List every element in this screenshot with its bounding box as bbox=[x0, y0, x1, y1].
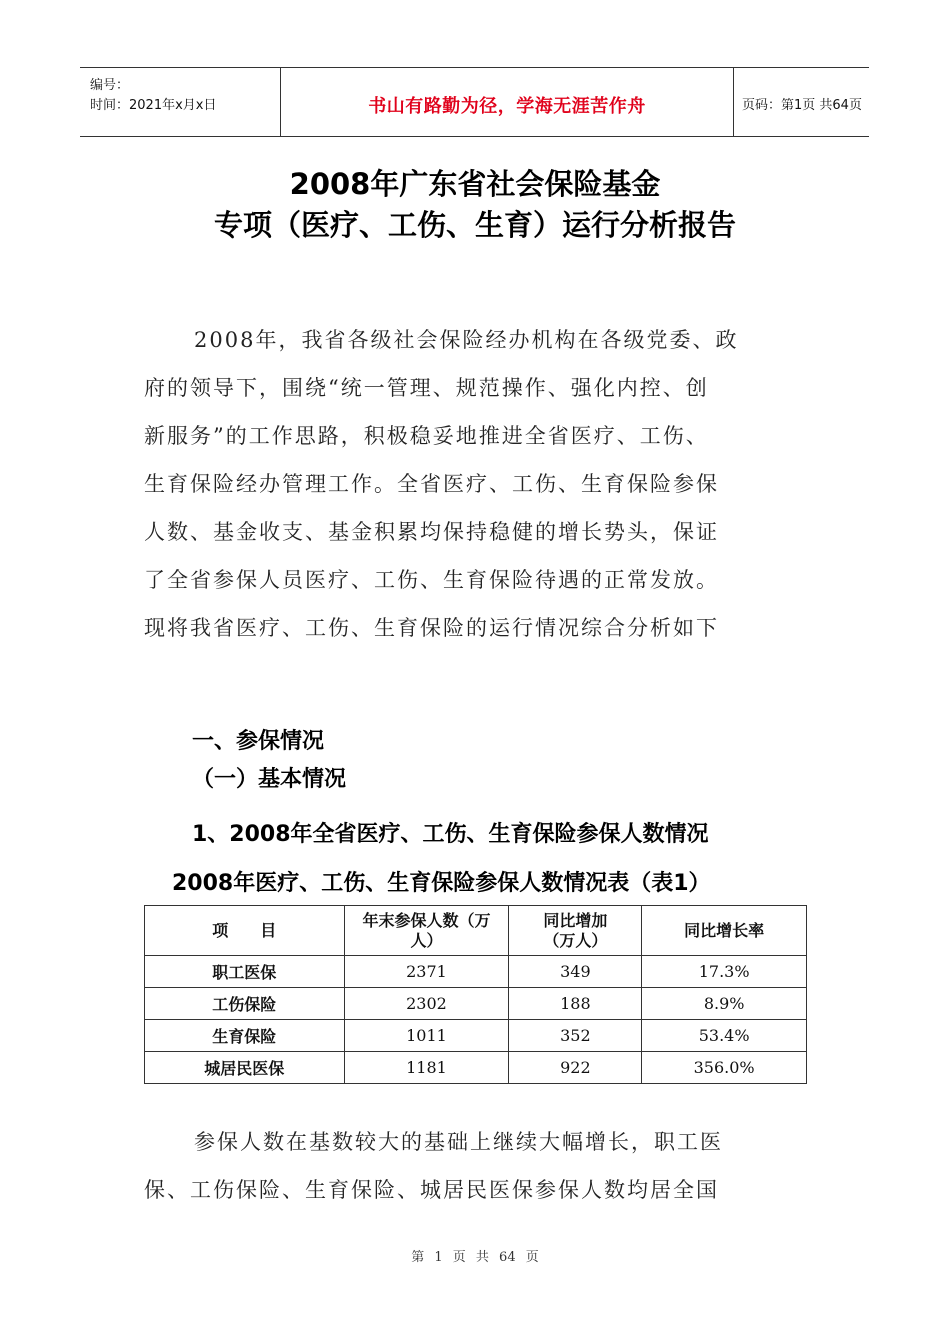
table-header-row bbox=[145, 906, 807, 956]
intro-line: 生育保险经办管理工作。全省医疗、工伤、生育保险参保 bbox=[144, 472, 719, 496]
row-name: 生育保险 bbox=[145, 1020, 345, 1052]
table-caption: 2008年医疗、工伤、生育保险参保人数情况表（表1） bbox=[172, 871, 711, 896]
header-year-end-count bbox=[344, 906, 509, 956]
intro-line: 新服务”的工作思路，积极稳妥地推进全省医疗、工伤、 bbox=[144, 424, 709, 448]
document-time-label: 时间：2021年x月x日 bbox=[90, 98, 217, 113]
row-rate: 8.9% bbox=[642, 988, 807, 1020]
table-row bbox=[145, 1052, 807, 1084]
subsection-heading: （一）基本情况 bbox=[192, 767, 347, 792]
intro-line: 2008年，我省各级社会保险经办机构在各级党委、政 bbox=[194, 328, 739, 352]
header-motto: 书山有路勤为径，学海无涯苦作舟 bbox=[368, 96, 646, 117]
intro-line: 府的领导下，围绕“统一管理、规范操作、强化内控、创 bbox=[144, 376, 709, 400]
intro-line: 人数、基金收支、基金积累均保持稳健的增长势头，保证 bbox=[144, 520, 719, 544]
document-header bbox=[80, 67, 869, 137]
row-count: 2371 bbox=[344, 956, 509, 988]
row-rate: 53.4% bbox=[642, 1020, 807, 1052]
intro-paragraph bbox=[144, 316, 809, 652]
row-increase: 352 bbox=[509, 1020, 642, 1052]
table-row bbox=[145, 956, 807, 988]
table-row bbox=[145, 988, 807, 1020]
header-year-end-count-text: 年末参保人数（万人） bbox=[362, 910, 491, 950]
row-rate: 17.3% bbox=[642, 956, 807, 988]
enrollment-table bbox=[144, 905, 807, 1084]
row-count: 1011 bbox=[344, 1020, 509, 1052]
row-name: 职工医保 bbox=[145, 956, 345, 988]
row-count: 2302 bbox=[344, 988, 509, 1020]
item-heading: 1、2008年全省医疗、工伤、生育保险参保人数情况 bbox=[192, 822, 709, 847]
row-rate: 356.0% bbox=[642, 1052, 807, 1084]
row-increase: 349 bbox=[509, 956, 642, 988]
row-name: 工伤保险 bbox=[145, 988, 345, 1020]
header-page-info: 页码：第1页 共64页 bbox=[742, 98, 862, 113]
page-footer: 第 1 页 共 64 页 bbox=[411, 1250, 539, 1265]
header-yoy-increase-text: 同比增加（万人） bbox=[543, 910, 608, 950]
row-increase: 922 bbox=[509, 1052, 642, 1084]
closing-paragraph bbox=[144, 1118, 809, 1214]
section-heading-1: 一、参保情况 bbox=[192, 729, 325, 754]
row-increase: 188 bbox=[509, 988, 642, 1020]
intro-line: 了全省参保人员医疗、工伤、生育保险待遇的正常发放。 bbox=[144, 568, 719, 592]
header-yoy-increase bbox=[509, 906, 642, 956]
report-title-line-2: 专项（医疗、工伤、生育）运行分析报告 bbox=[213, 208, 736, 242]
header-motto-cell bbox=[280, 68, 734, 136]
header-page-cell bbox=[732, 68, 869, 136]
header-item: 项 目 bbox=[145, 906, 345, 956]
table-row bbox=[145, 1020, 807, 1052]
row-name: 城居民医保 bbox=[145, 1052, 345, 1084]
header-growth-rate: 同比增长率 bbox=[642, 906, 807, 956]
intro-line: 现将我省医疗、工伤、生育保险的运行情况综合分析如下 bbox=[144, 616, 719, 640]
header-meta-cell bbox=[80, 68, 280, 136]
closing-line: 参保人数在基数较大的基础上继续大幅增长，职工医 bbox=[194, 1130, 723, 1154]
report-title-line-1: 2008年广东省社会保险基金 bbox=[289, 167, 661, 201]
closing-line: 保、工伤保险、生育保险、城居民医保参保人数均居全国 bbox=[144, 1178, 719, 1202]
row-count: 1181 bbox=[344, 1052, 509, 1084]
document-number-label: 编号： bbox=[90, 78, 130, 93]
